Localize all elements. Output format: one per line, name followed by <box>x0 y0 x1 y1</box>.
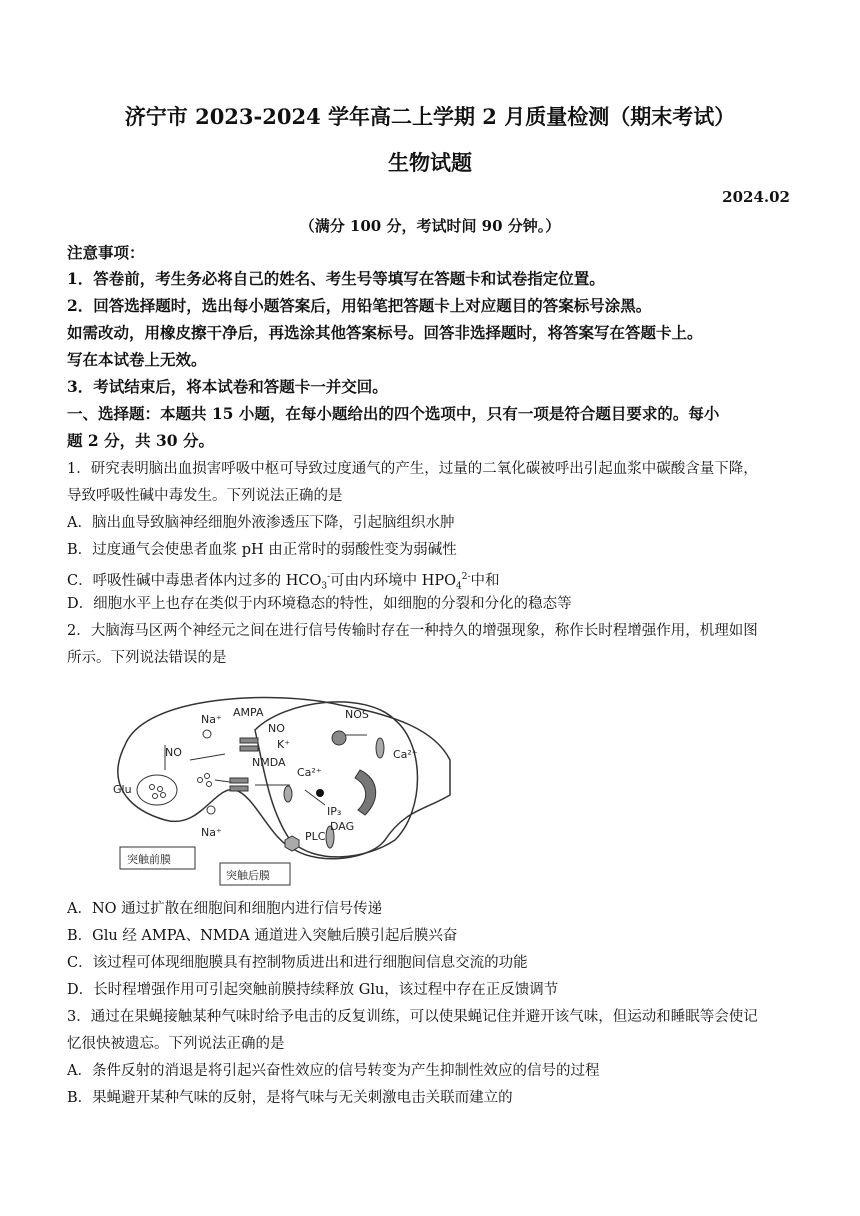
q2-option-b: B．Glu 经 AMPA、NMDA 通道进入突触后膜引起后膜兴奋 <box>67 928 458 944</box>
q1-c-post: 中和 <box>470 572 500 589</box>
q1-c-sup2: 2- <box>461 572 471 582</box>
label-na-top: Na⁺ <box>201 713 222 726</box>
exam-meta: （满分 100 分，考试时间 90 分钟。） <box>299 217 561 235</box>
q3-option-a: A．条件反射的消退是将引起兴奋性效应的信号转变为产生抑制性效应的信号的过程 <box>67 1063 600 1079</box>
q3-option-b: B．果蝇避开某种气味的反射，是将气味与无关刺激电击关联而建立的 <box>67 1090 513 1106</box>
label-ampa: AMPA <box>233 706 264 719</box>
q3-stem-cont: 忆很快被遗忘。下列说法正确的是 <box>67 1036 285 1052</box>
label-no-post: NO <box>268 722 285 735</box>
q1-option-a: A．脑出血导致脑神经细胞外液渗透压下降，引起脑组织水肿 <box>67 515 455 531</box>
q2-stem: 2．大脑海马区两个神经元之间在进行信号传输时存在一种持久的增强现象，称作长时程增强作用，机理如图 <box>67 623 758 639</box>
section-heading-line2: 题 2 分，共 30 分。 <box>67 431 214 450</box>
label-nos: NOS <box>345 708 369 721</box>
exam-title: 济宁市 2023-2024 学年高二上学期 2 月质量检测（期末考试） <box>124 104 736 129</box>
notes-heading: 注意事项： <box>67 243 145 262</box>
q1-stem-cont: 导致呼吸性碱中毒发生。下列说法正确的是 <box>67 488 343 504</box>
label-postsynaptic: 突触后膜 <box>226 869 270 882</box>
note-1: 1．答卷前，考生务必将自己的姓名、考生号等填写在答题卡和试卷指定位置。 <box>67 269 605 288</box>
note-2: 2．回答选择题时，选出每小题答案后，用铅笔把答题卡上对应题目的答案标号涂黑。 <box>67 296 652 315</box>
label-ip3: IP₃ <box>327 805 342 818</box>
label-plc: PLC <box>305 830 326 843</box>
q2-option-c: C．该过程可体现细胞膜具有控制物质进出和进行细胞间信息交流的功能 <box>67 955 528 971</box>
label-na-bottom: Na⁺ <box>201 826 222 839</box>
note-2-cont: 如需改动，用橡皮擦干净后，再选涂其他答案标号。回答非选择题时，将答案写在答题卡上。 <box>67 323 703 342</box>
q1-stem: 1．研究表明脑出血损害呼吸中枢可导致过度通气的产生，过量的二氧化碳被呼出引起血浆中碳酸含量下降， <box>67 461 758 477</box>
label-nmda: NMDA <box>252 756 286 769</box>
q1-option-b: B．过度通气会使患者血浆 pH 由正常时的弱酸性变为弱碱性 <box>67 542 457 558</box>
synapse-diagram <box>105 690 455 890</box>
note-2-cont-2: 写在本试卷上无效。 <box>67 350 207 369</box>
q2-option-d: D．长时程增强作用可引起突触前膜持续释放 Glu，该过程中存在正反馈调节 <box>67 982 559 998</box>
q1-c-sub: 3 <box>321 581 328 592</box>
note-3: 3．考试结束后，将本试卷和答题卡一并交回。 <box>67 377 388 396</box>
label-k: K⁺ <box>277 738 291 751</box>
q1-c-pre: C．呼吸性碱中毒患者体内过多的 HCO <box>67 572 322 589</box>
label-presynaptic: 突触前膜 <box>127 853 171 866</box>
q1-c-mid: 可由内环境中 HPO <box>330 572 457 589</box>
label-glu: Glu <box>113 783 132 796</box>
label-no-pre: NO <box>165 746 182 759</box>
q3-stem: 3．通过在果蝇接触某种气味时给予电击的反复训练，可以使果蝇记住并避开该气味，但运动和睡眠等会使记 <box>67 1009 758 1025</box>
section-heading-line1: 一、选择题：本题共 15 小题，在每小题给出的四个选项中，只有一项是符合题目要求的。每小 <box>67 404 720 423</box>
q1-option-d: D．细胞水平上也存在类似于内环境稳态的特性，如细胞的分裂和分化的稳态等 <box>67 596 572 612</box>
label-ca-right: Ca²⁺ <box>393 748 418 761</box>
label-dag: DAG <box>330 820 355 833</box>
exam-date: 2024.02 <box>722 188 790 206</box>
q1-c-sup: - <box>327 572 331 582</box>
exam-subtitle: 生物试题 <box>388 150 472 175</box>
q2-stem-cont: 所示。下列说法错误的是 <box>67 650 227 666</box>
q2-option-a: A．NO 通过扩散在细胞间和细胞内进行信号传递 <box>67 901 383 917</box>
label-ca-left: Ca²⁺ <box>297 766 322 779</box>
q1-c-sub2: 4 <box>456 581 462 592</box>
